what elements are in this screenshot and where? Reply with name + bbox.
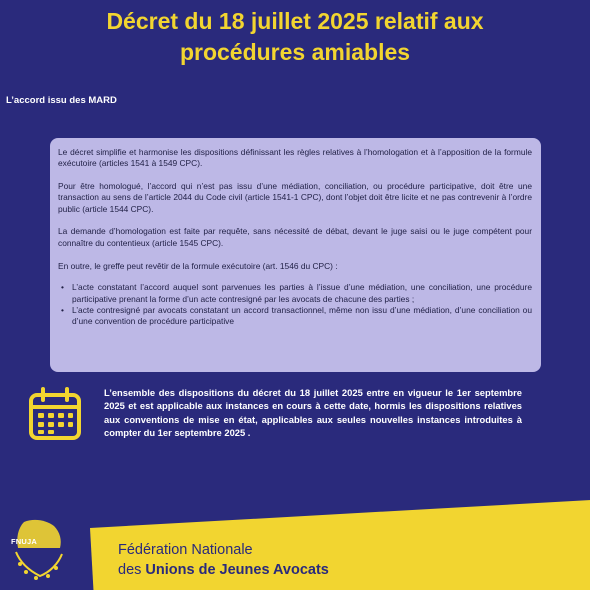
- list-item-text: L’acte contresigné par avocats constatant un accord transactionnel, même non issu d’une médiation, d’une conciliation ou d’une convention de procédure participative: [72, 304, 532, 327]
- section-subtitle: L’accord issu des MARD: [6, 95, 117, 106]
- content-card: [50, 138, 541, 372]
- organization-name-line-2: [118, 560, 329, 580]
- title-line-1: Décret du 18 juillet 2025 relatif aux: [106, 8, 484, 34]
- organization-name-line-1: Fédération Nationale: [118, 542, 253, 558]
- organization-name-strong: Unions de Jeunes Avocats: [145, 562, 329, 578]
- list-item: [58, 282, 532, 305]
- card-paragraph-3: La demande d’homologation est faite par requête, sans nécessité de débat, devant le juge saisi ou le juge compétent pour connaître du contentieux (article 1545 CPC).: [58, 226, 532, 248]
- card-paragraph-4: En outre, le greffe peut revêtir de la formule exécutoire (art. 1546 du CPC) :: [58, 260, 338, 271]
- effective-date-notice: L’ensemble des dispositions du décret du 18 juillet 2025 entre en vigueur le 1er septembre 2025 et est applicable aux instances en cours à cette date, hormis les dispositions relatives aux conventions de mise en état, applicables aux seules nouvelles instances introduites à compter du 1er septembre 2025 .: [104, 387, 522, 439]
- organization-name-prefix: des: [118, 562, 146, 578]
- title-line-2: procédures amiables: [179, 39, 411, 65]
- card-paragraph-1: Le décret simplifie et harmonise les dispositions définissant les règles relatives à l’homologation et à l’apposition de la formule exécutoire (articles 1541 à 1549 CPC).: [58, 147, 532, 169]
- card-paragraph-2: Pour être homologué, l’accord qui n’est pas issu d’une médiation, conciliation, ou procédure participative, doit être une transaction au sens de l’article 2044 du Code civil (article 1541-1 CPC), dont l’objet doit être licite et ne pas contrevenir à l’ordre public (article 1544 CPC).: [58, 181, 532, 214]
- bullet-icon: •: [61, 304, 64, 315]
- page-title: [0, 6, 590, 68]
- list-item: [58, 305, 532, 328]
- card-bullet-list: [58, 282, 532, 327]
- organization-name: [118, 540, 329, 580]
- list-item-text: L’acte constatant l’accord auquel sont parvenues les parties à l’issue d’une médiation, une conciliation, une procédure participative prenant la forme d’un acte contresigné par les avocats de chacune des parties ;: [72, 282, 532, 304]
- fnuja-logo: [10, 518, 70, 586]
- bullet-icon: •: [61, 282, 64, 293]
- calendar-icon: [28, 387, 82, 441]
- logo-text: FNUJA: [11, 537, 38, 546]
